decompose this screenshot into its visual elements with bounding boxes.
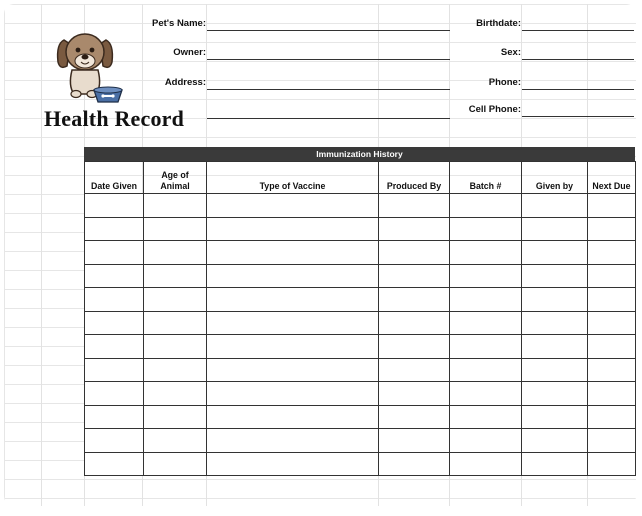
table-cell[interactable] [450,311,522,335]
table-cell[interactable] [144,335,207,359]
table-cell[interactable] [379,241,450,265]
owner-label: Owner: [173,47,206,58]
table-cell[interactable] [450,335,522,359]
table-cell[interactable] [522,335,588,359]
table-cell[interactable] [144,194,207,218]
table-cell[interactable] [379,382,450,406]
address-label: Address: [164,77,206,88]
sex-field[interactable] [522,59,634,60]
col-given-by: Given by [522,162,588,194]
table-cell[interactable] [588,241,636,265]
table-cell[interactable] [450,194,522,218]
pet-name-field[interactable] [207,30,450,31]
table-cell[interactable] [522,382,588,406]
table-cell[interactable] [85,241,144,265]
sex-label: Sex: [500,47,521,58]
table-cell[interactable] [207,288,379,312]
table-row [85,429,636,453]
phone-label: Phone: [488,77,521,88]
table-cell[interactable] [588,382,636,406]
table-cell[interactable] [144,217,207,241]
table-cell[interactable] [85,358,144,382]
table-row [85,405,636,429]
table-cell[interactable] [588,217,636,241]
table-cell[interactable] [588,288,636,312]
address-field-line-2[interactable] [207,118,450,119]
table-cell[interactable] [379,194,450,218]
table-cell[interactable] [379,429,450,453]
address-field[interactable] [207,89,450,90]
table-cell[interactable] [85,335,144,359]
table-cell[interactable] [588,429,636,453]
table-row [85,452,636,476]
col-next-due: Next Due [588,162,636,194]
col-batch: Batch # [450,162,522,194]
table-row [85,241,636,265]
col-type-of-vaccine: Type of Vaccine [207,162,379,194]
table-cell[interactable] [207,311,379,335]
table-cell[interactable] [522,241,588,265]
table-cell[interactable] [85,194,144,218]
table-cell[interactable] [144,382,207,406]
table-cell[interactable] [450,405,522,429]
table-cell[interactable] [85,288,144,312]
table-cell[interactable] [450,429,522,453]
table-cell[interactable] [379,217,450,241]
table-cell[interactable] [522,452,588,476]
table-cell[interactable] [85,429,144,453]
table-row [85,382,636,406]
birthdate-field[interactable] [522,30,634,31]
table-cell[interactable] [379,288,450,312]
table-cell[interactable] [85,382,144,406]
table-cell[interactable] [450,452,522,476]
table-cell[interactable] [207,241,379,265]
table-cell[interactable] [379,335,450,359]
table-cell[interactable] [85,311,144,335]
table-cell[interactable] [85,217,144,241]
phone-field[interactable] [522,89,634,90]
immunization-table [84,147,635,476]
table-cell[interactable] [85,405,144,429]
dog-with-food-bowl-icon [54,30,126,104]
table-cell[interactable] [144,405,207,429]
table-cell[interactable] [207,194,379,218]
cell-phone-field[interactable] [522,116,634,117]
table-row [85,358,636,382]
table-cell[interactable] [522,194,588,218]
table-cell[interactable] [588,264,636,288]
col-age-of-animal: Age of Animal [144,162,207,194]
table-row [85,335,636,359]
table-cell[interactable] [144,311,207,335]
table-cell[interactable] [207,335,379,359]
table-cell[interactable] [379,311,450,335]
table-cell[interactable] [144,264,207,288]
table-row [85,264,636,288]
table-row [85,194,636,218]
pet-name-label: Pet's Name: [151,18,206,29]
table-cell[interactable] [588,194,636,218]
table-cell[interactable] [450,382,522,406]
col-date-given: Date Given [85,162,144,194]
table-cell[interactable] [207,264,379,288]
table-cell[interactable] [144,288,207,312]
table-cell[interactable] [522,429,588,453]
table-cell[interactable] [450,217,522,241]
table-cell[interactable] [379,405,450,429]
table-cell[interactable] [144,358,207,382]
table-cell[interactable] [207,429,379,453]
table-cell[interactable] [588,311,636,335]
table-cell[interactable] [588,358,636,382]
table-row [85,311,636,335]
table-cell[interactable] [207,382,379,406]
table-cell[interactable] [588,452,636,476]
table-cell[interactable] [450,358,522,382]
table-row [85,288,636,312]
table-cell[interactable] [588,405,636,429]
table-cell[interactable] [522,405,588,429]
col-produced-by: Produced By [379,162,450,194]
cell-phone-label: Cell Phone: [468,104,521,115]
table-cell[interactable] [450,264,522,288]
table-cell[interactable] [207,405,379,429]
owner-field[interactable] [207,59,450,60]
table-cell[interactable] [379,452,450,476]
table-row [85,217,636,241]
table-cell[interactable] [522,358,588,382]
table-cell[interactable] [207,452,379,476]
table-cell[interactable] [522,264,588,288]
table-cell[interactable] [207,358,379,382]
table-cell[interactable] [588,335,636,359]
table-cell[interactable] [207,217,379,241]
table-cell[interactable] [144,241,207,265]
table-cell[interactable] [522,311,588,335]
column-header-row [85,162,636,194]
table-cell[interactable] [379,264,450,288]
table-cell[interactable] [379,358,450,382]
table-cell[interactable] [85,452,144,476]
table-cell[interactable] [450,288,522,312]
table-cell[interactable] [522,217,588,241]
table-cell[interactable] [144,429,207,453]
table-cell[interactable] [144,452,207,476]
birthdate-label: Birthdate: [476,18,521,29]
table-cell[interactable] [450,241,522,265]
table-cell[interactable] [522,288,588,312]
page-title: Health Record [44,106,185,131]
table-cell[interactable] [85,264,144,288]
table-caption: Immunization History [84,147,635,161]
